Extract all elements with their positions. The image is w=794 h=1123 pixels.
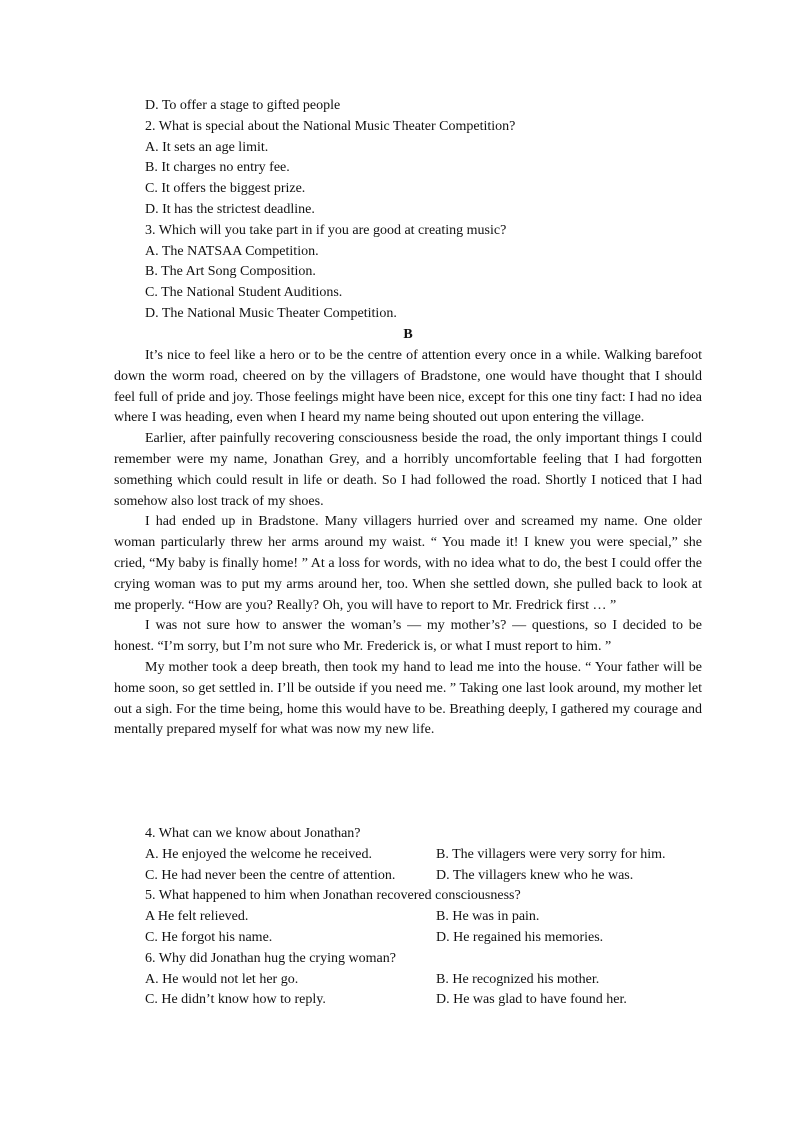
option: C. He forgot his name. bbox=[145, 929, 273, 945]
passage bbox=[114, 346, 702, 741]
option-row bbox=[114, 990, 702, 1011]
option-row bbox=[114, 970, 702, 991]
option: D. The villagers knew who he was. bbox=[436, 867, 634, 883]
option: C. He didn’t know how to reply. bbox=[145, 992, 326, 1008]
option-line: B. The Art Song Composition. bbox=[145, 264, 316, 280]
option-line: C. It offers the biggest prize. bbox=[145, 181, 306, 197]
option-row bbox=[114, 866, 702, 887]
section-a-tail bbox=[114, 96, 702, 346]
option-row bbox=[114, 845, 702, 866]
question-stem: 3. Which will you take part in if you are good at creating music? bbox=[145, 222, 507, 238]
option: A. He enjoyed the welcome he received. bbox=[145, 846, 373, 862]
option: A. He would not let her go. bbox=[145, 971, 299, 987]
option-line: D. It has the strictest deadline. bbox=[145, 201, 315, 217]
option: D. He was glad to have found her. bbox=[436, 992, 627, 1008]
option-line: A. It sets an age limit. bbox=[145, 139, 269, 155]
passage-paragraph: I had ended up in Bradstone. Many villagers hurried over and screamed my name. One older woman particularly threw her arms around my waist. “ You made it! I knew you were special,” she cried, “My baby is finally home! ” At a loss for words, with no idea what to do, the best I could offer the crying woman was to put my arms around her, too. When she settled down, she pulled back to look at me properly. “How are you? Really? Oh, you will have to report to Mr. Fredrick first … ” bbox=[114, 514, 702, 613]
option: B. He recognized his mother. bbox=[436, 971, 600, 987]
passage-paragraph: My mother took a deep breath, then took my hand to lead me into the house. “ Your father will be home soon, so get settled in. I’ll be outside if you need me. ” Taking one last look around, my mother let out a sigh. For the time being, home this would have to be. Breathing deeply, I gathered my courage and mentally prepared myself for what was now my new life. bbox=[114, 659, 702, 738]
questions bbox=[114, 824, 702, 1011]
option-line: B. It charges no entry fee. bbox=[145, 160, 290, 176]
question-stem: 5. What happened to him when Jonathan recovered consciousness? bbox=[145, 888, 521, 904]
option-line: A. The NATSAA Competition. bbox=[145, 243, 319, 259]
option-row bbox=[114, 928, 702, 949]
question-stem: 6. Why did Jonathan hug the crying woman? bbox=[145, 950, 396, 966]
option-line: D. The National Music Theater Competition. bbox=[145, 305, 397, 321]
option-line: D. To offer a stage to gifted people bbox=[145, 98, 341, 113]
passage-paragraph: It’s nice to feel like a hero or to be the centre of attention every once in a while. Walking barefoot down the worm road, cheered on by the villagers of Bradstone, one would have thought that I should feel full of pride and joy. Those feelings might have been nice, except for this one tiny fact: I had no idea where I was heading, even when I heard my name being shouted out upon entering the village. bbox=[114, 348, 702, 426]
option-line: C. The National Student Auditions. bbox=[145, 285, 343, 301]
passage-paragraph: I was not sure how to answer the woman’s — my mother’s? — questions, so I decided to be honest. “I’m sorry, but I’m not sure who Mr. Frederick is, or what I must report to him. ” bbox=[114, 618, 702, 655]
passage-paragraph: Earlier, after painfully recovering consciousness beside the road, the only important things I could remember were my name, Jonathan Grey, and a horribly uncomfortable feeling that I had forgotten something which could result in life or death. So I had followed the road. Shortly I noticed that I had somehow also lost track of my shoes. bbox=[114, 431, 702, 509]
option-row bbox=[114, 907, 702, 928]
option: D. He regained his memories. bbox=[436, 929, 604, 945]
option: B. The villagers were very sorry for him. bbox=[436, 846, 666, 862]
question-stem: 2. What is special about the National Music Theater Competition? bbox=[145, 118, 516, 134]
question-stem: 4. What can we know about Jonathan? bbox=[145, 826, 361, 841]
section-heading: B bbox=[403, 326, 413, 342]
option: B. He was in pain. bbox=[436, 909, 540, 925]
option: C. He had never been the centre of attention. bbox=[145, 867, 396, 883]
option: A He felt relieved. bbox=[145, 909, 249, 925]
